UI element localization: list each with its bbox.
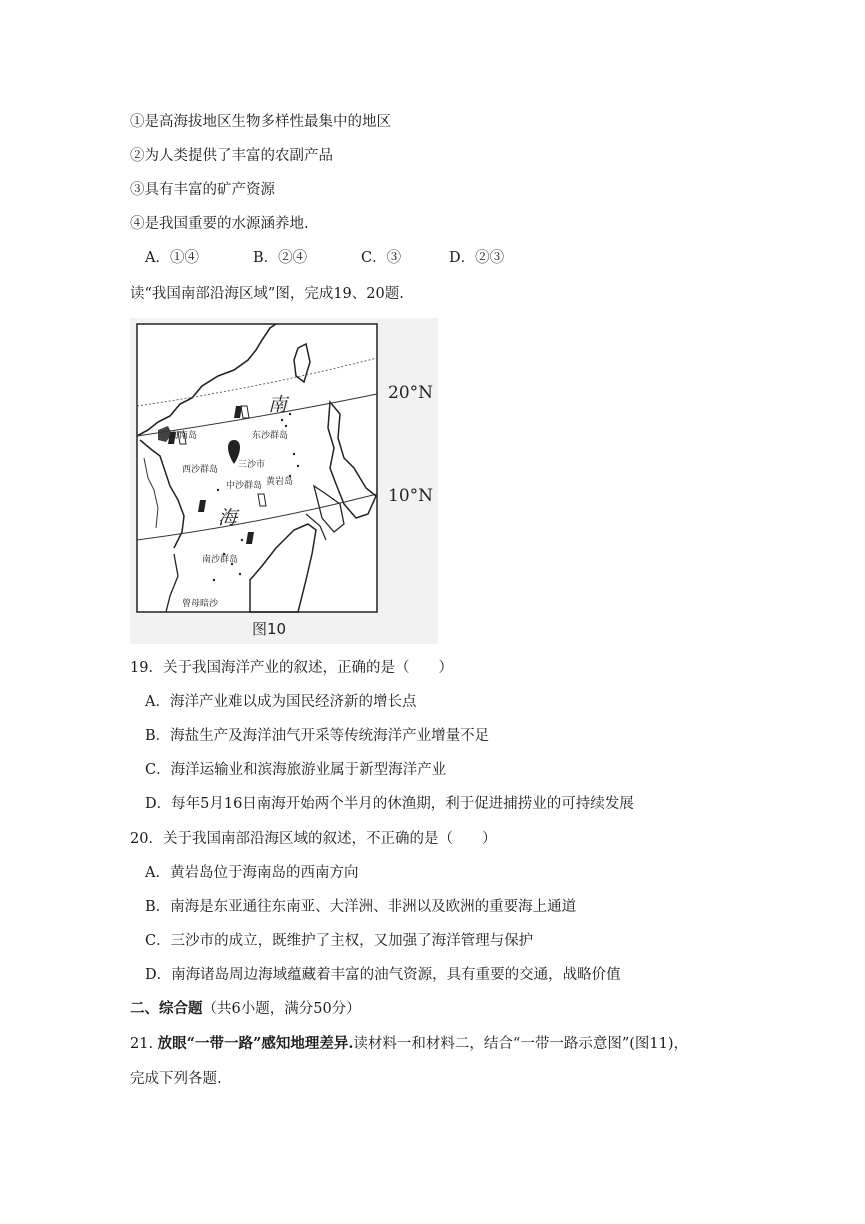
- q20-option-a: A．黄岩岛位于海南岛的西南方向: [145, 865, 359, 881]
- section-2-heading: [130, 999, 361, 1019]
- intro-19-20: 读“我国南部沿海区域”图，完成19、20题.: [130, 286, 404, 302]
- section-2-title: 二、综合题: [130, 1000, 203, 1017]
- q18-option-c: C．③: [361, 250, 402, 266]
- q20-stem: 20．关于我国南部沿海区域的叙述，不正确的是（ ）: [130, 831, 497, 847]
- q18-option-a: A．①④: [145, 250, 199, 266]
- south-china-sea-map: [130, 318, 438, 644]
- zhongsha-label: 中沙群岛: [226, 481, 263, 491]
- statement-1: ①是高海拔地区生物多样性最集中的地区: [130, 114, 391, 130]
- q18-options: [145, 248, 504, 268]
- xisha-label: 西沙群岛: [182, 465, 219, 475]
- sea-label-hai: 海: [218, 507, 238, 529]
- section-2-note: （共6小题，满分50分）: [202, 1001, 361, 1017]
- q20-option-c: C．三沙市的成立，既维护了主权，又加强了海洋管理与保护: [145, 933, 534, 949]
- figure-caption: 图10: [252, 620, 287, 638]
- q21-bold-title: 放眼“一带一路”感知地理差异.: [157, 1035, 354, 1052]
- latitude-20n-label: 20°N: [388, 383, 434, 403]
- q18-option-d: D．②③: [449, 250, 505, 266]
- q21-number: 21.: [130, 1036, 154, 1052]
- q21-line-1: [130, 1034, 688, 1054]
- q21-rest: 读材料一和材料二，结合“一带一路示意图”(图11)，: [353, 1036, 688, 1052]
- zengmu-label: 曾母暗沙: [182, 599, 219, 609]
- sansha-label: 三沙市: [238, 460, 266, 470]
- q19-option-a: A．海洋产业难以成为国民经济新的增长点: [145, 694, 417, 710]
- latitude-10n-label: 10°N: [388, 486, 434, 506]
- nansha-label: 南沙群岛: [202, 555, 239, 565]
- dongsha-label: 东沙群岛: [252, 431, 289, 441]
- huangyan-label: 黄岩岛: [266, 477, 294, 487]
- statement-4: ④是我国重要的水源涵养地.: [130, 216, 309, 232]
- q20-option-b: B．南海是东亚通往东南亚、大洋洲、非洲以及欧洲的重要海上通道: [145, 899, 577, 915]
- q18-option-b: B．②④: [253, 250, 308, 266]
- statement-2: ②为人类提供了丰富的农副产品: [130, 148, 333, 164]
- sea-label-nan: 南: [268, 394, 288, 416]
- q19-option-c: C．海洋运输业和滨海旅游业属于新型海洋产业: [145, 762, 447, 778]
- statement-3: ③具有丰富的矿产资源: [130, 182, 275, 198]
- q19-option-d: D．每年5月16日南海开始两个半月的休渔期，利于促进捕捞业的可持续发展: [145, 796, 634, 812]
- q19-option-b: B．海盐生产及海洋油气开采等传统海洋产业增量不足: [145, 728, 490, 744]
- q20-option-d: D．南海诸岛周边海域蕴藏着丰富的油气资源，具有重要的交通，战略价值: [145, 967, 621, 983]
- q21-line-2: 完成下列各题.: [130, 1071, 222, 1087]
- q19-stem: 19．关于我国海洋产业的叙述，正确的是（ ）: [130, 660, 453, 676]
- hainan-label: 海南岛: [170, 431, 198, 441]
